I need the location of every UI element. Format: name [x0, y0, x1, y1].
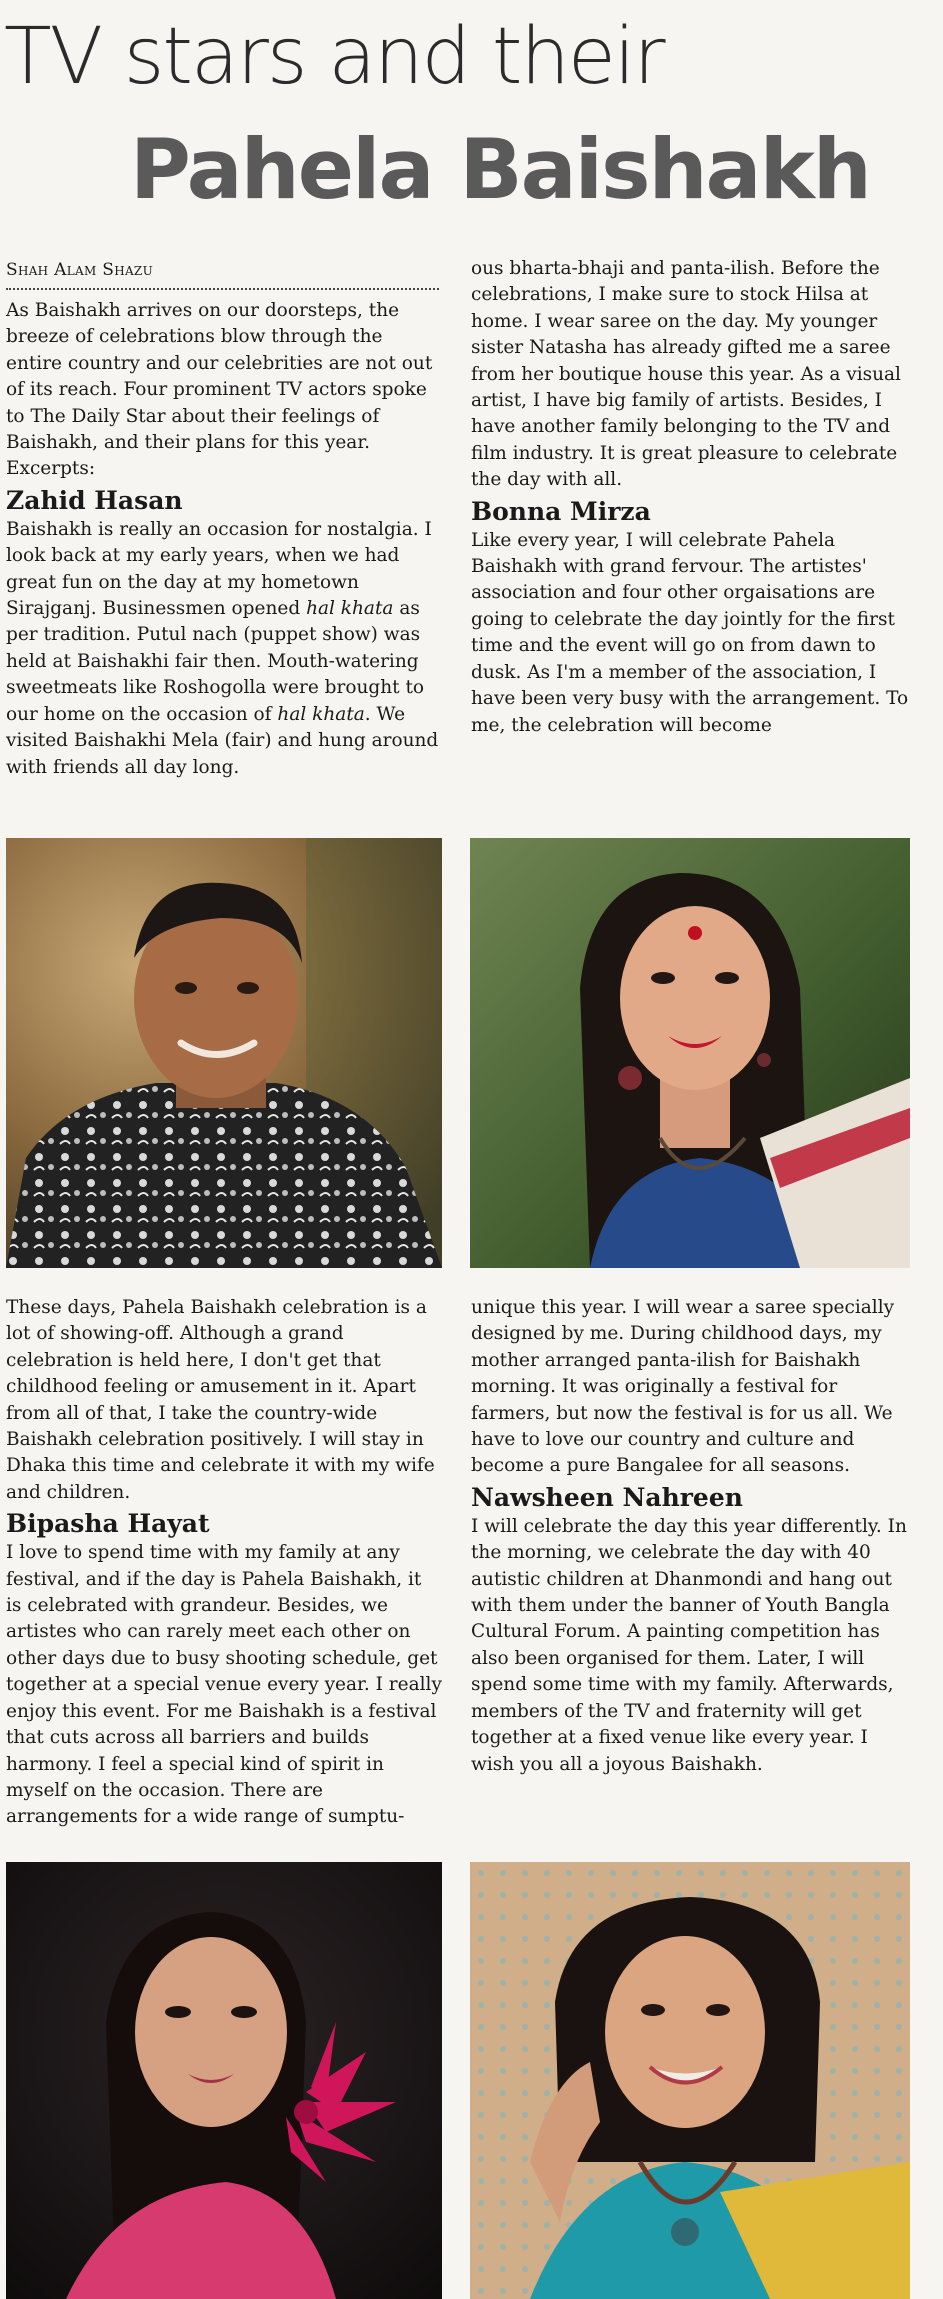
photo-zahid-hasan [6, 838, 442, 1268]
byline-divider [6, 288, 439, 290]
bipasha-paragraph: I love to spend time with my family at any festival, and if the day is Pahela Baishakh, it is celebrated with grandeur. Besides, we artistes who can rarely meet each other on other days due to busy shooting schedule, get together at a special venue every year. I really enjoy this event. For me Baishakh is a festival that cuts across all barriers and builds harmony. I feel a special kind of spirit in myself on the occasion. There are arrangements for a wide range of sumptu- [6, 1542, 442, 1828]
photo-bonna-mirza [470, 838, 910, 1268]
bipasha-paragraph-continued: ous bharta-bhaji and panta-ilish. Before the celebrations, I make sure to stock Hilsa at home. I wear saree on the day. My younger sister Natasha has already gifted me a saree from her boutique house this year. As a visual artist, I have big family of artists. Besides, I have another family belonging to the TV and film industry. It is great pleasure to celebrate the day with all. [471, 258, 901, 491]
right-column-top [471, 256, 911, 739]
right-column-middle [471, 1295, 911, 1778]
photo-bipasha-hayat [6, 1862, 442, 2299]
subhead-nawsheen-nahreen: Nawsheen Nahreen [471, 1482, 743, 1512]
subhead-bonna-mirza: Bonna Mirza [471, 496, 651, 526]
intro-paragraph: As Baishakh arrives on our doorsteps, the breeze of celebrations blow through the entire country and our celebrities are not out of its reach. Four prominent TV actors spoke to The Daily Star about their feelings of Baishakh, and their plans for this year. Excerpts: [6, 300, 433, 480]
zahid-paragraph-continued: These days, Pahela Baishakh celebration is a lot of showing-off. Although a grand celebration is held here, I don't get that childhood feeling or amusement in it. Apart from all of that, I take the country-wide Baishakh celebration positively. I will stay in Dhaka this time and celebrate it with my wife and children. [6, 1297, 435, 1503]
left-column-top [6, 258, 439, 781]
subhead-bipasha-hayat: Bipasha Hayat [6, 1509, 210, 1539]
subhead-zahid-hasan: Zahid Hasan [6, 485, 183, 515]
nawsheen-paragraph: I will celebrate the day this year differently. In the morning, we celebrate the day with 40 autistic children at Dhanmondi and hang out with them under the banner of Youth Bangla Cultural Forum. A painting competition has also been organised for them. Later, I will spend some time with my family. Afterwards, members of the TV and fraternity will get together at a fixed venue like every year. I wish you all a joyous Baishakh. [471, 1515, 907, 1775]
left-column-middle [6, 1295, 442, 1831]
zahid-paragraph: Baishakh is really an occasion for nostalgia. I look back at my early years, when we had great fun on the day at my hometown Sirajganj. Businessmen opened hal khata as per tradition. Putul nach (puppet show) was held at Baishakhi fair then. Mouth-watering sweetmeats like Roshogolla were brought to our home on the occasion of hal khata. We visited Baishakhi Mela (fair) and hung around with friends all day long. [6, 518, 439, 778]
byline: Shah Alam Shazu [6, 260, 153, 280]
headline-line-1: TV stars and their [4, 12, 664, 102]
headline-line-2: Pahela Baishakh [130, 121, 870, 218]
bonna-paragraph: Like every year, I will celebrate Pahela Baishakh with grand fervour. The artistes' association and four other orgaisations are going to celebrate the day jointly for the first time and the event will go on from dawn to dusk. As I'm a member of the association, I have been very busy with the arrangement. To me, the celebration will become [471, 529, 909, 736]
photo-nawsheen-nahreen [470, 1862, 910, 2299]
bonna-paragraph-continued: unique this year. I will wear a saree specially designed by me. During childhood days, my mother arranged panta-ilish for Baishakh morning. It was originally a festival for farmers, but now the festival is for us all. We have to love our country and culture and become a pure Bangalee for all seasons. [471, 1297, 895, 1477]
